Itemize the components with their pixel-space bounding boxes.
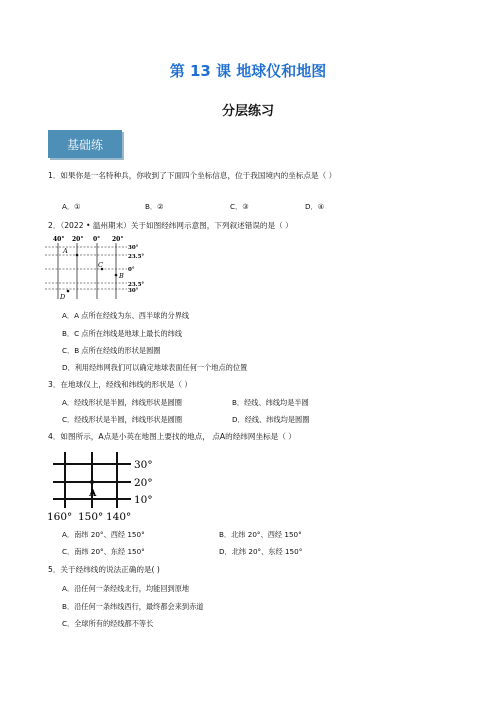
q2-right-label: 30° [128, 288, 139, 294]
q4-stem: 4．如图所示，A点是小英在地图上要找的地点， 点A的经纬网坐标是（ ） [48, 432, 296, 441]
q2-option-c[interactable]: C．B 点所在经线的形状是圆圈 [62, 346, 161, 355]
q1-stem: 1．如果你是一名特种兵，你收到了下面四个坐标信息，位于我国境内的坐标点是（ ） [48, 171, 337, 180]
point-d-label: D [60, 293, 66, 301]
q3-option-b[interactable]: B．经线、纬线均是半圆 [232, 398, 309, 407]
q3-stem: 3．在地球仪上，经线和纬线的形状是（ ） [48, 380, 192, 389]
q2-grid-figure [40, 233, 160, 303]
page-title: 第 13 课 地球仪和地图 [169, 62, 327, 80]
q5-option-c[interactable]: C．全球所有的经线都不等长 [62, 619, 154, 628]
q2-right-label: 0° [128, 267, 135, 273]
q4-option-a[interactable]: A．南纬 20°、西经 150° [62, 530, 145, 539]
q4-lat-label: 30° [134, 459, 153, 471]
q2-option-d[interactable]: D．利用经纬网我们可以确定地球表面任何一个地点的位置 [62, 363, 248, 372]
point-b-label: B [119, 272, 124, 280]
section-badge: 基础练 [48, 130, 122, 158]
q2-option-b[interactable]: B．C 点所在纬线是地球上最长的纬线 [62, 329, 183, 338]
q2-right-label: 23.5° [128, 282, 145, 288]
q2-top-label: 0° [93, 236, 101, 243]
point-b [115, 274, 118, 277]
q3-option-c[interactable]: C．经线形状是半圆，纬线形状是圆圈 [62, 415, 183, 424]
q4-lon-label: 160° [47, 511, 73, 523]
q1-option-d[interactable]: D．④ [305, 202, 325, 211]
q2-top-label: 40° [53, 236, 65, 243]
q2-right-label: 30° [128, 245, 139, 251]
point-a [76, 254, 79, 257]
q4-option-c[interactable]: C．南纬 20°、东经 150° [62, 547, 145, 556]
q3-option-a[interactable]: A．经线形状是半圆，纬线形状是圆圈 [62, 398, 182, 407]
q4-lat-label: 10° [134, 494, 153, 506]
point-d [67, 290, 70, 293]
point-a-label: A [89, 488, 97, 499]
q1-option-a[interactable]: A．① [62, 202, 81, 211]
point-a [90, 480, 94, 484]
q5-option-b[interactable]: B．沿任何一条纬线西行，最终都会来到赤道 [62, 602, 204, 611]
q4-option-b[interactable]: B．北纬 20°、西经 150° [219, 530, 302, 539]
q4-option-d[interactable]: D．北纬 20°、东经 150° [219, 547, 303, 556]
q3-option-d[interactable]: D．经线、纬线均是圆圈 [232, 415, 310, 424]
q4-grid-figure [45, 452, 157, 524]
q4-lon-label: 140° [106, 511, 132, 523]
q2-right-label: 23.5° [128, 254, 145, 260]
q2-top-label: 20° [112, 236, 124, 243]
q2-stem: 2．（2022 • 温州期末）关于如图经纬网示意图，下列叙述错误的是（ ） [48, 221, 293, 230]
point-a-label: A [63, 247, 68, 255]
q2-option-a[interactable]: A．A 点所在经线为东、西半球的分界线 [62, 311, 190, 320]
q4-lat-label: 20° [134, 477, 153, 489]
page-subtitle: 分层练习 [221, 104, 274, 119]
q5-stem: 5．关于经纬线的说法正确的是( ) [48, 565, 160, 574]
point-c-label: C [98, 261, 103, 269]
q1-option-b[interactable]: B．② [145, 202, 164, 211]
q1-option-c[interactable]: C．③ [230, 202, 249, 211]
q2-top-label: 20° [72, 236, 84, 243]
q4-lon-label: 150° [78, 511, 104, 523]
q5-option-a[interactable]: A．沿任何一条经线北行，均能回到原地 [62, 584, 190, 593]
